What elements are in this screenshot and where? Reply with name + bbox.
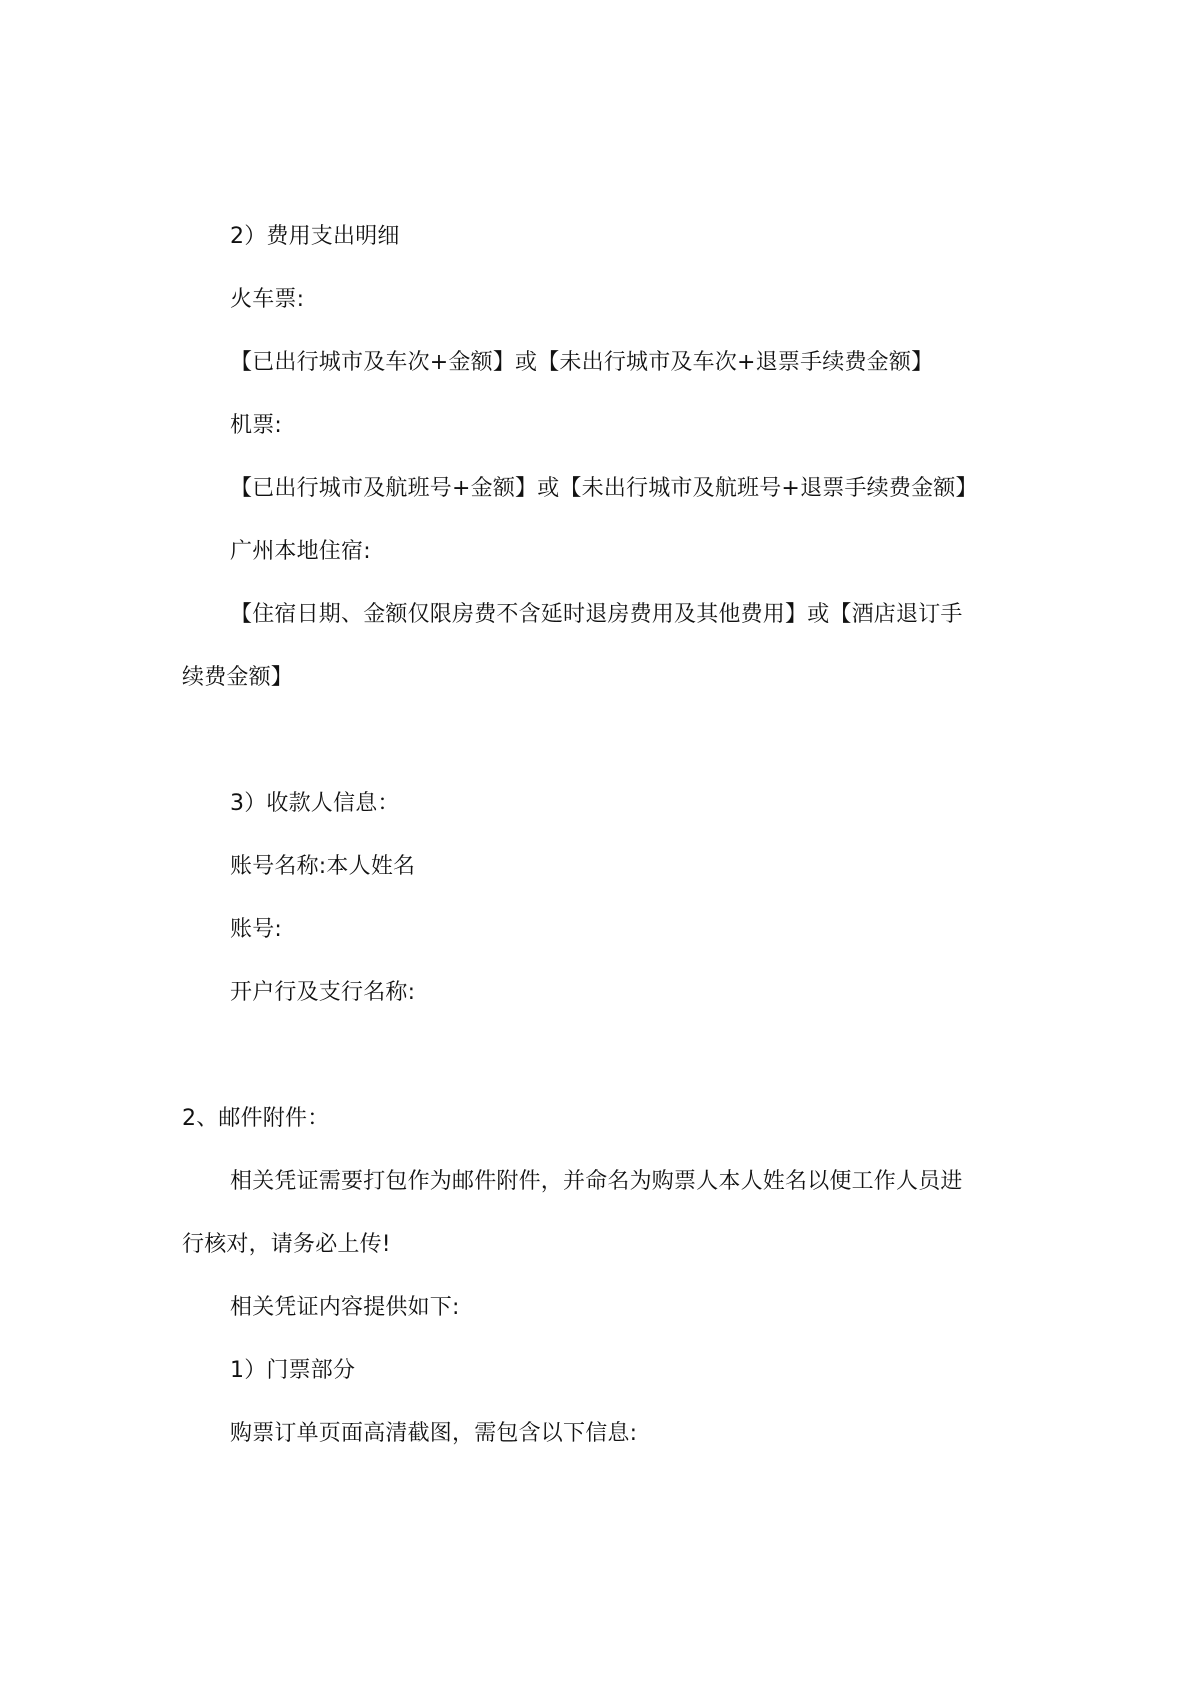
voucher-content-intro: 相关凭证内容提供如下:: [230, 1295, 460, 1320]
account-number-line: 账号:: [230, 917, 283, 942]
account-name-line: 账号名称:本人姓名: [230, 854, 416, 879]
air-ticket-detail: 【已出行城市及航班号+金额】或【未出行城市及航班号+退票手续费金额】: [230, 476, 978, 501]
order-screenshot-requirement: 购票订单页面高清截图，需包含以下信息:: [230, 1421, 638, 1446]
local-accommodation-label: 广州本地住宿:: [230, 539, 371, 564]
bank-branch-line: 开户行及支行名称:: [230, 980, 416, 1005]
attachment-instruction-line-1: 相关凭证需要打包作为邮件附件，并命名为购票人本人姓名以便工作人员进: [230, 1169, 963, 1194]
section-heading-payee-info: 3）收款人信息：: [230, 791, 400, 816]
section-heading-email-attachments: 2、邮件附件：: [182, 1106, 330, 1131]
section-heading-ticket-part: 1）门票部分: [230, 1358, 356, 1383]
attachment-instruction-line-2: 行核对，请务必上传!: [182, 1232, 391, 1257]
train-ticket-detail: 【已出行城市及车次+金额】或【未出行城市及车次+退票手续费金额】: [230, 350, 934, 375]
accommodation-detail-line-2: 续费金额】: [182, 665, 294, 690]
train-ticket-label: 火车票:: [230, 287, 305, 312]
air-ticket-label: 机票:: [230, 413, 283, 438]
accommodation-detail-line-1: 【住宿日期、金额仅限房费不含延时退房费用及其他费用】或【酒店退订手: [230, 602, 963, 627]
section-heading-expense-details: 2）费用支出明细: [230, 224, 400, 249]
